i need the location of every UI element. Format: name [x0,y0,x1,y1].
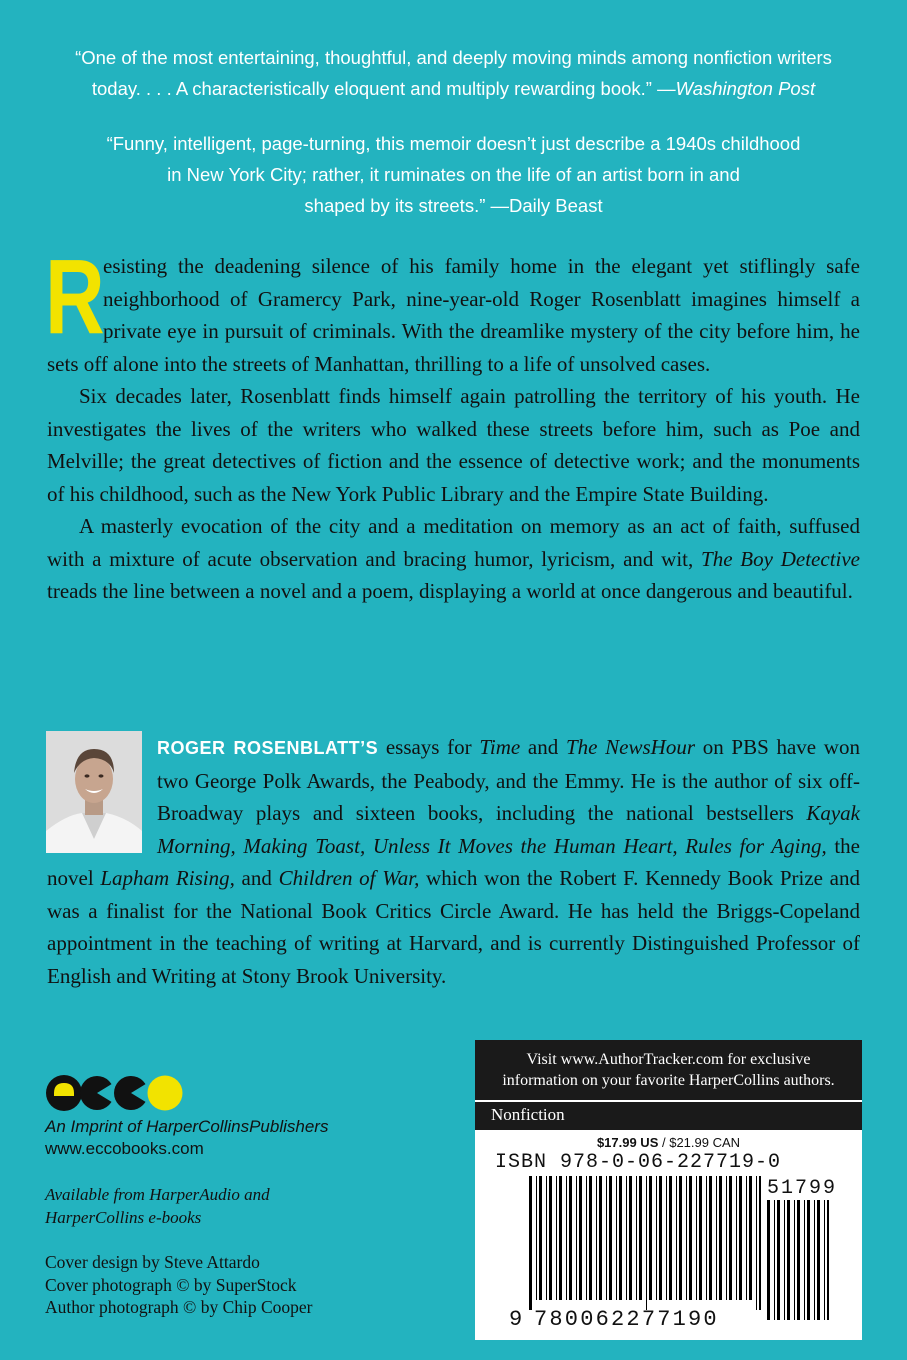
description-paragraph: R esisting the deadening silence of his family home in the elegant yet stiflingly safe neighborhood of Gramercy Park, nine-year-old Roger Rosenblatt imagines himself a private eye in pursuit of criminals. With the dreamlike mystery of the city before him, he sets off alone into the streets of Manhattan, thrilling to a life of unsolved cases. [45,238,860,376]
barcode-bar [639,1176,642,1300]
addon-number: 51799 [767,1177,838,1200]
cover-credits [45,1251,313,1319]
ecco-logo [45,1074,183,1112]
barcode-bar [579,1176,582,1300]
barcode-bar [756,1176,757,1310]
barcode-bar [736,1176,737,1300]
barcode-bar [559,1176,562,1300]
barcode-bar [549,1176,552,1300]
description-paragraph: Six decades later, Rosenblatt finds himself again patrolling the territory of his youth. He investigates the lives of the writers who walked these streets before him, such as Poe and Melville; the great detectives of fiction and the essence of detective work; and the monuments of his childhood, such as the New York Public Library and the Empire State Building. [47,384,860,506]
barcode-bar [656,1176,657,1300]
imprint-text: An Imprint of HarperCollins [45,1117,250,1136]
barcode-bar [804,1200,805,1320]
quote-source: Washington Post [675,78,816,99]
author-bio: ROGER ROSENBLATT’S essays for Time and The NewsHour on PBS have won two George Polk Awards, the Peabody, and the Emmy. He is the author of six off-Broadway plays and sixteen books, including the national bestsellers Kayak Morning, Making Toast, Unless It Moves the Human Heart, Rules for Aging, the novel Lapham Rising, and Children of War, which won the Robert F. Kennedy Book Prize and was a finalist for the National Book Critics Circle Award. He has held the Briggs-Copeland appointment in the teaching of writing at Harvard, and is currently Distinguished Professor of English and Writing at Stony Brook University. [47,735,861,988]
quote-line: in New York City; rather, it ruminates on the life of an artist born in and [167,164,740,185]
description-paragraph: A masterly evocation of the city and a meditation on memory as an act of faith, suffused with a mixture of acute observation and bracing humor, lyricism, and wit, The Boy Detective treads the line between a novel and a poem, displaying a world at once dangerous and beautiful. [47,514,860,603]
barcode-bar [629,1176,632,1300]
barcode-bar [696,1176,697,1300]
addon-barcode [767,1200,829,1320]
barcode-bar [716,1176,717,1300]
price-label: $17.99 US / $21.99 CAN [596,1135,741,1150]
barcode-bar [814,1200,815,1320]
barcode-bar [669,1176,672,1300]
barcode-bar [709,1176,712,1300]
barcode-bar [576,1176,577,1300]
quote-line: “Funny, intelligent, page-turning, this memoir doesn’t just describe a 1940s childhood [106,133,801,154]
review-quote-washington-post [40,42,867,104]
barcode-bar [626,1176,627,1300]
barcode-bar [774,1200,775,1320]
barcode-bar [739,1176,742,1300]
ean-barcode [529,1176,761,1310]
barcode-bar [797,1200,800,1320]
available-formats: Available from HarperAudio and HarperCollins e-books [45,1185,270,1227]
barcode-bar [586,1176,587,1300]
book-title: The Boy Detective [701,546,860,571]
barcode-bar [649,1176,652,1300]
barcode-bar [749,1176,752,1300]
review-quote-daily-beast [40,128,867,221]
barcode-bar [596,1176,597,1300]
barcode-bar [529,1176,532,1310]
barcode-bar [536,1176,537,1300]
barcode-bar [676,1176,677,1300]
credit-line: Cover design by Steve Attardo [45,1252,260,1272]
credit-line: Cover photograph © by SuperStock [45,1274,297,1295]
barcode-bar [759,1176,761,1310]
barcode-bar [589,1176,592,1300]
barcode-bar [666,1176,667,1300]
barcode-bar [746,1176,747,1300]
credit-line: Author photograph © by Chip Cooper [45,1297,313,1317]
barcode-bar [599,1176,602,1300]
barcode-bar [706,1176,707,1300]
barcode-bar [729,1176,732,1300]
barcode-bar [817,1200,820,1320]
barcode-bar [569,1176,572,1300]
barcode-bar [566,1176,567,1300]
barcode-bar [539,1176,542,1300]
barcode-bar [699,1176,702,1300]
barcode-bar [659,1176,662,1300]
quote-line: shaped by its streets.” —Daily Beast [304,195,603,216]
imprint-suffix: Publishers [249,1117,329,1136]
genre-label: Nonfiction [475,1100,862,1130]
book-description [45,238,860,608]
barcode-bar [679,1176,682,1300]
barcode-bar [784,1200,785,1320]
barcode-bar [719,1176,722,1300]
barcode-bar [777,1200,780,1320]
publisher-imprint [45,1116,328,1160]
barcode-bar [546,1176,547,1300]
barcode-bar [689,1176,692,1300]
barcode-bar [787,1200,790,1320]
author-name: ROGER ROSENBLATT’S [157,738,379,758]
quote-line: “One of the most entertaining, thoughtful, and deeply moving minds among nonfiction writers [75,47,832,68]
barcode-box [475,1040,862,1340]
barcode-bar [606,1176,607,1300]
barcode-bar [807,1200,810,1320]
ean-digits: 780062277190 [534,1307,719,1332]
barcode-bar [609,1176,612,1300]
barcode-bar [827,1200,829,1320]
barcode-bar [636,1176,637,1300]
barcode-bar [794,1200,795,1320]
drop-cap: R [45,238,105,356]
ean-first-digit: 9 [509,1307,523,1332]
author-tracker-notice: Visit www.AuthorTracker.com for exclusive information on your favorite HarperCollins authors. [475,1040,862,1100]
barcode-bar [686,1176,687,1300]
barcode-bar [616,1176,617,1300]
barcode-panel [475,1130,862,1340]
barcode-bar [646,1176,647,1310]
barcode-bar [726,1176,727,1300]
quote-line: today. . . . A characteristically eloquent and multiply rewarding book.” —Washington Post [91,78,816,99]
isbn-text: ISBN 978-0-06-227719-0 [495,1151,782,1174]
publisher-website: www.eccobooks.com [45,1139,204,1158]
barcode-bar [824,1200,825,1320]
barcode-bar [556,1176,557,1300]
barcode-bar [619,1176,622,1300]
barcode-bar [767,1200,770,1320]
